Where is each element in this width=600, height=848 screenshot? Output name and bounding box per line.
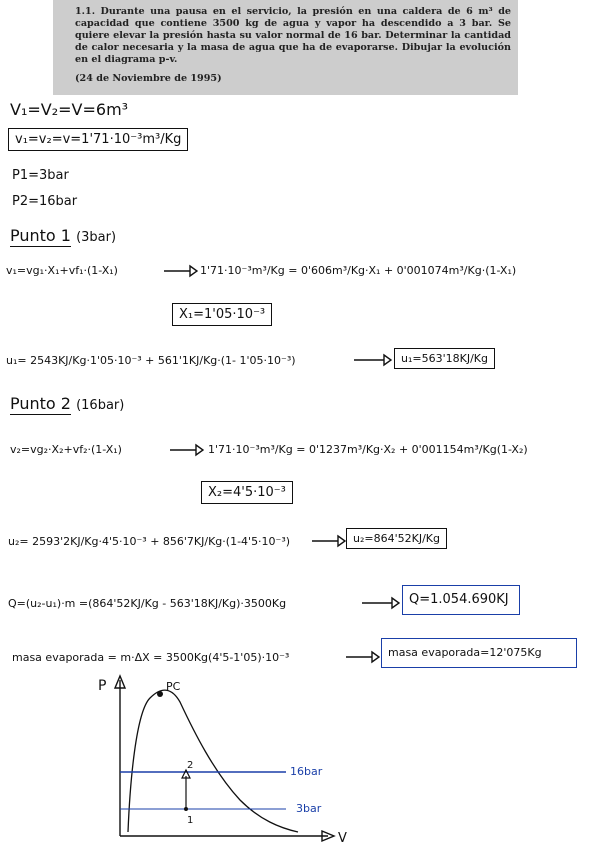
pressure-1: P1=3bar (12, 168, 69, 183)
problem-number: 1.1. (75, 6, 96, 17)
heat-result-box: Q=1.054.690KJ (402, 585, 520, 615)
arrow-icon (344, 650, 380, 664)
isobar-3bar-label: 3bar (296, 802, 322, 815)
point2-heading-wrap (10, 394, 124, 413)
critical-point (157, 691, 163, 697)
point2-heading: Punto 2 (10, 394, 71, 413)
state-1-label: 1 (187, 815, 194, 826)
p-axis-label: P (98, 678, 107, 694)
problem-date: (24 de Noviembre de 1995) (75, 73, 222, 84)
point1-energy-left: u₁= 2543KJ/Kg·1'05·10⁻³ + 561'1KJ/Kg·(1- 1'05·10⁻³) (6, 354, 296, 367)
heat-equation: Q=(u₂-u₁)·m =(864'52KJ/Kg - 563'18KJ/Kg)·3500Kg (8, 597, 287, 610)
problem-statement (53, 0, 518, 95)
point1-note: (3bar) (76, 230, 117, 245)
state-2-label: 2 (187, 760, 194, 771)
problem-text (75, 6, 511, 66)
saturation-dome (128, 690, 298, 832)
point2-equation-left: v₂=vg₂·X₂+vf₂·(1-X₁) (10, 443, 122, 456)
mass-equation: masa evaporada = m·ΔX = 3500Kg(4'5-1'05)·10⁻³ (12, 651, 290, 664)
arrow-icon (168, 443, 204, 457)
point2-note: (16bar) (76, 398, 125, 413)
point1-heading-wrap (10, 226, 116, 245)
point2-energy-result-box: u₂=864'52KJ/Kg (346, 528, 447, 549)
volume-line: V₁=V₂=V=6m³ (10, 100, 129, 119)
arrow-icon (360, 596, 400, 610)
point1-equation-right: 1'71·10⁻³m³/Kg = 0'606m³/Kg·X₁ + 0'001074m³/Kg·(1-X₁) (200, 264, 517, 277)
point1-quality-box: X₁=1'05·10⁻³ (172, 303, 272, 326)
pv-diagram (90, 672, 370, 848)
state-1-point (184, 807, 188, 811)
critical-point-label: PC (166, 680, 181, 693)
arrow-icon (310, 534, 346, 548)
point1-energy-result-box: u₁=563'18KJ/Kg (394, 348, 495, 369)
point2-quality-box: X₂=4'5·10⁻³ (201, 481, 293, 504)
arrow-icon (352, 353, 392, 367)
problem-body: Durante una pausa en el servicio, la presión en una caldera de 6 m³ de capacidad que contiene 3500 kg de agua y vapor ha descendido a 3 bar. Se quiere elevar la presión hasta su valor normal de 16 bar. Determinar la cantidad de calor necesaria y la masa de agua que ha de evaporarse. Dibujar la evolución en el diagrama p-v. (75, 6, 512, 66)
point1-equation-left: v₁=vg₁·X₁+vf₁·(1-X₁) (6, 264, 118, 277)
point1-heading: Punto 1 (10, 226, 71, 245)
isobar-16bar-label: 16bar (290, 765, 323, 778)
mass-result-box: masa evaporada=12'075Kg (381, 638, 577, 668)
specific-volume-box: v₁=v₂=v=1'71·10⁻³m³/Kg (8, 128, 188, 151)
v-axis-label: V (338, 831, 347, 846)
point2-equation-right: 1'71·10⁻³m³/Kg = 0'1237m³/Kg·X₂ + 0'001154m³/Kg(1-X₂) (208, 443, 528, 456)
pressure-2: P2=16bar (12, 194, 78, 209)
point2-energy-left: u₂= 2593'2KJ/Kg·4'5·10⁻³ + 856'7KJ/Kg·(1-4'5·10⁻³) (8, 535, 291, 548)
arrow-icon (162, 264, 198, 278)
